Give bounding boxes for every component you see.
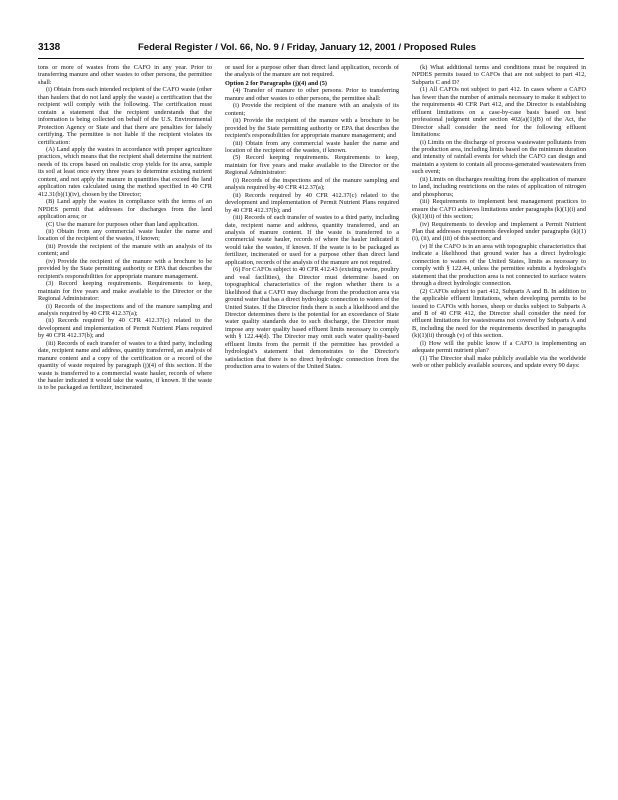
paragraph: (A) Land apply the wastes in accordance with proper agriculture practices, which means that the recipient shall determine the nutrient needs of its crops based on realistic crop yields for its area, sample its soil at least once every three years to determine existing nutrient content, and not apply the manure in quantities that exceed the land application rates calculated using the method specified in 40 CFR 412.31(b)(1)(iv), chosen by the Director; (38, 145, 212, 198)
page-header (38, 42, 584, 59)
paragraph: (iii) Provide the recipient of the manure with an analysis of its content; and (38, 242, 212, 258)
column-3 (412, 64, 586, 774)
paragraph: (5) Record keeping requirements. Requirements to keep, maintain for five years and make available to the Director or the Regional Administrator: (225, 154, 399, 177)
paragraph: (i) Records of the inspections and of the manure sampling and analysis required by 40 CFR 412.37(a); (225, 176, 399, 192)
paragraph: (ii) Provide the recipient of the manure with a brochure to be provided by the State permitting authority or EPA that describes the recipient's responsibilities for appropriate manure management; and (225, 117, 399, 140)
paragraph: (C) Use the manure for purposes other than land application. (46, 220, 199, 228)
paragraph: (i) Provide the recipient of the manure with an analysis of its content; (225, 102, 399, 117)
paragraph: (4) Transfer of manure to other persons. Prior to transferring manure and other wastes to other persons, the permittee shall: (225, 87, 399, 102)
paragraph: (ii) Obtain from any commercial waste hauler the name and location of the recipient of the wastes, if known; (38, 227, 212, 243)
paragraph: tons or more of wastes from the CAFO in any year. Prior to transferring manure and other wastes to other persons, the permittee shall: (38, 64, 212, 86)
paragraph: (iii) Requirements to implement best management practices to ensure the CAFO achieves limitations under paragraphs (k)(1)(i) and (k)(1)(ii) of this section; (412, 198, 586, 221)
paragraph: or used for a purpose other than direct land application, records of the analysis of the manure are not required. (225, 64, 399, 79)
column-1 (38, 64, 212, 774)
column-2 (225, 64, 399, 774)
paragraph: (k) What additional terms and conditions must be required in NPDES permits issued to CAFOs that are not subject to part 412, Subparts C and D? (412, 64, 586, 86)
section-heading: Option 2 for Paragraphs (j)(4) and (5) (225, 79, 328, 87)
paragraph: (ii) Records required by 40 CFR 412.37(c) related to the development and implementation of Permit Nutrient Plans required by 40 CFR 412.37(b); and (225, 191, 399, 214)
paragraph: (iv) Requirements to develop and implement a Permit Nutrient Plan that addresses requirements developed under paragraphs (k)(1)(i), (ii), and (iii) of this section; and (412, 220, 586, 243)
paragraph: (ii) Records required by 40 CFR 412.37(c) related to the development and implementation of Permit Nutrient Plans required by 40 CFR 412.37(b); and (38, 317, 212, 340)
page-number: 3138 (38, 42, 61, 53)
paragraph: (v) If the CAFO is in an area with topographic characteristics that indicate a likelihood that ground water has a direct hydrologic connection to waters of the United States, limits as necessary to comply with § 122.44, unless the permittee submits a hydrologist's statement that the production area is not connected to surface waters through a direct hydrologic connection. (412, 242, 586, 288)
paragraph: (1) All CAFOs not subject to part 412. In cases where a CAFO has fewer than the number of animals necessary to make it subject to the requirements 40 CFR Part 412, and the Director is establishing effluent limitations on a case-by-case basis based on best professional judgment under section 402(a)(1)(B) of the Act, the Director shall consider the need for the following effluent limitations: (412, 86, 586, 139)
paragraph: (i) Obtain from each intended recipient of the CAFO waste (other than haulers that do not land apply the waste) a certification that the recipient will comply with the following. The certification must contain a statement that the recipient understands that the information is being collected on behalf of the U.S. Environmental Protection Agency or State and that there are penalties for falsely certifying. The permittee is not liable if the recipient violates its certification: (38, 86, 212, 146)
paragraph: (B) Land apply the wastes in compliance with the terms of an NPDES permit that addresses for discharges from the land application area; or (38, 198, 212, 221)
paragraph: (6) For CAFOs subject to 40 CFR 412.43 (existing swine, poultry and veal facilities), the Director must determine based on topographical characteristics of the region whether there is a likelihood that a CAFO may discharge from the production area via ground water that has a direct hydrologic connection to waters of the United States. If the Director finds there is such a likelihood and the Director determines there is the potential for an exceedance of State water quality standards due to such discharge, the Director must impose any water quality based effluent limits necessary to comply with § 122.44(d). The Director may omit such water quality-based effluent limits from the permit if the permittee has provided a hydrologist's statement that demonstrates to the Director's satisfaction that there is no direct hydrologic connection from the production area to waters of the United States. (225, 266, 399, 371)
paragraph: (iii) Obtain from any commercial waste hauler the name and location of the recipient of the wastes, if known. (225, 139, 399, 154)
paragraph: (iii) Records of each transfer of wastes to a third party, including date, recipient name and address, quantity transferred, an analysis of manure content and a copy of the certification or a record of the quantity of waste required by paragraph (j)(4) of this section. If the waste is transferred to a commercial waste hauler, records of where the hauler indicated it would take the wastes, if known. If the waste is to be packaged as fertilizer, incinerated (38, 339, 212, 392)
paragraph: (iii) Records of each transfer of wastes to a third party, including date, recipient name and address, quantity transferred, and an analysis of manure content. If the waste is transferred to a commercial waste hauler, records of where the hauler indicated it would take the wastes, if known. If the waste is to be packaged as fertilizer, incinerated or used for a purpose other than direct land application, records of the analysis of the manure are not required. (225, 214, 399, 266)
paragraph: (iv) Provide the recipient of the manure with a brochure to be provided by the State permitting authority or EPA that describes the recipient's responsibilities for appropriate manure management. (38, 257, 212, 280)
running-head: Federal Register / Vol. 66, No. 9 / Friday, January 12, 2001 / Proposed Rules (138, 42, 477, 53)
paragraph: (ii) Limits on discharges resulting from the application of manure to land, including restrictions on the rates of application of nitrogen and phosphorus; (412, 175, 586, 198)
paragraph: (1) The Director shall make publicly available via the worldwide web or other publicly available sources, and update every 90 days: (412, 354, 586, 370)
text-columns (38, 64, 586, 774)
paragraph: (3) Record keeping requirements. Requirements to keep, maintain for five years and make available to the Director or the Regional Administrator: (38, 280, 212, 303)
paragraph: (l) How will the public know if a CAFO is implementing an adequate permit nutrient plan? (412, 339, 586, 355)
paragraph: (i) Limits on the discharge of process wastewater pollutants from the production area, including limits based on the minimum duration and intensity of rainfall events for which the CAFO can design and maintain a system to contain all process-generated wastewaters from such event; (412, 138, 586, 176)
paragraph: (i) Records of the inspections and of the manure sampling and analysis required by 40 CFR 412.37(a); (38, 302, 212, 317)
paragraph: (2) CAFOs subject to part 412, Subparts A and B. In addition to the applicable effluent limitations, when developing permits to be issued to CAFOs with horses, sheep or ducks subject to Subparts A and B of 40 CFR 412, the Director shall consider the need for effluent limitations for wastestreams not covered by Subparts A and B, including the need for the requirements described in paragraphs (k)(1)(ii) through (v) of this section. (412, 287, 586, 340)
